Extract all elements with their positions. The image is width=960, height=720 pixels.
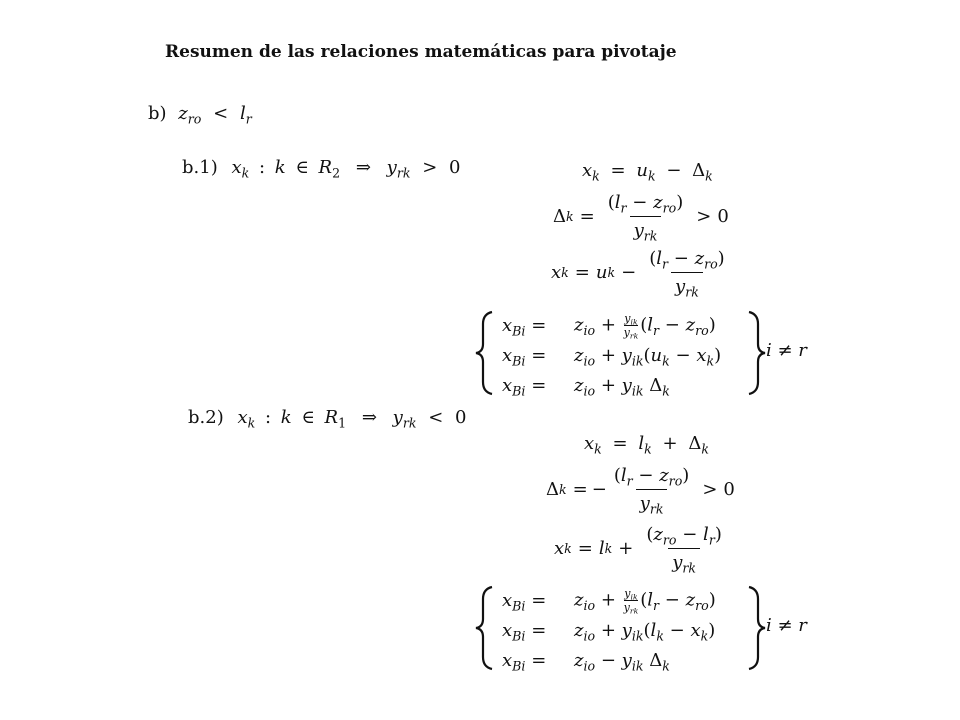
- b1-system-row: $x_{Bi}$ = $z_{io} + y_{ik}(u_k - x_k)$: [502, 344, 722, 368]
- case-b-l-sub: r: [245, 111, 252, 127]
- b1-eq1-rhs-a: u: [636, 160, 648, 181]
- b1-eq3-op: −: [621, 262, 637, 283]
- b2-eq1-lhs: x: [584, 433, 595, 454]
- case-b-heading: [148, 103, 252, 127]
- b1-sign: >: [422, 157, 438, 178]
- b2-left-brace: [474, 585, 496, 671]
- case-b-z: z: [178, 103, 188, 124]
- b1-eq1-lhs: x: [582, 160, 593, 181]
- b1-eq3-rhs-a: u: [595, 262, 608, 283]
- b1-eq2-val: 0: [717, 206, 729, 227]
- b1-system-row: $x_{Bi}$ = $z_{io}$ + $y_{ik}$ $y_{rk}$ $(l_r - z_{ro})$: [502, 311, 716, 341]
- b2-equation-2: Δ k = − $\frac{(l_r - z_{ro})}{y_{rk}}$ > 0: [546, 465, 735, 517]
- b2-eq2-prefix: −: [591, 479, 607, 500]
- b2-eq1-rhs-b: Δ: [688, 433, 702, 454]
- b2-eq3-fraction: $\frac{(z_{ro} - l_r)}{y_{rk}}$: [646, 524, 722, 576]
- b1-eq2-den: $y_{rk}$: [630, 216, 662, 241]
- b1-eq3-fraction: $\frac{(l_r - z_{ro})}{y_{rk}}$: [649, 248, 725, 300]
- b1-equation-1: $x_k = u_k - \Delta_k$: [582, 160, 713, 184]
- b2-eq2-val: 0: [723, 479, 735, 500]
- b1-left-brace: [474, 310, 496, 396]
- b2-eq1-rhs-b-sub: k: [701, 441, 709, 457]
- b1-zero: 0: [449, 157, 461, 178]
- case-b-l: l: [239, 103, 246, 124]
- b1-system-condition: i ≠ r: [766, 340, 807, 361]
- b1-eq1-rhs-b: Δ: [692, 160, 706, 181]
- b1-heading: b.1) $x_k$ : k ∈ $R_2$ ⇒ $y_{rk} > 0$: [182, 157, 461, 181]
- b2-eq1-rhs-a: l: [638, 433, 645, 454]
- b2-heading: b.2) $x_k$ : k ∈ $R_1$ ⇒ $y_{rk} < 0$: [188, 407, 467, 431]
- b2-sign: <: [428, 407, 444, 428]
- b1-right-brace: [745, 310, 767, 396]
- b2-eq3-rhs-a: l: [598, 538, 605, 559]
- b1-eq1-rhs-b-sub: k: [705, 168, 713, 184]
- b2-system-row: $x_{Bi}$ = $z_{io}$ + $y_{ik}$ $y_{rk}$ $(l_r - z_{ro})$: [502, 586, 716, 616]
- b2-eq3-lhs: x: [554, 538, 565, 559]
- b1-eq1-lhs-sub: k: [592, 168, 600, 184]
- b1-system: [502, 310, 721, 400]
- b2-eq2-rel: >: [702, 479, 718, 500]
- page-title: Resumen de las relaciones matemáticas para pivotaje: [165, 42, 677, 62]
- b1-eq2-rel: >: [696, 206, 712, 227]
- b1-eq2-num: $(l_r - z_{ro})$: [607, 192, 684, 216]
- b1-eq2-fraction: [604, 192, 687, 244]
- case-b-rel: <: [213, 103, 229, 124]
- b2-eq1-op: +: [662, 433, 678, 454]
- b2-system: [502, 585, 716, 675]
- b2-system-row: $x_{Bi}$ = $z_{io} - y_{ik}$ $\Delta_k$: [502, 649, 670, 673]
- b1-label: b.1): [182, 157, 218, 178]
- b1-eq3-lhs: x: [551, 262, 562, 283]
- b2-eq3-op: +: [618, 538, 634, 559]
- b1-set-sub: 2: [332, 165, 341, 181]
- b1-eq1-op: −: [666, 160, 682, 181]
- b2-eq2-fraction: $\frac{(l_r - z_{ro})}{y_{rk}}$: [613, 465, 690, 517]
- b1-eq2-lhs: Δ: [553, 206, 566, 227]
- b2-set-sub: 1: [338, 415, 347, 431]
- b2-zero: 0: [455, 407, 467, 428]
- b2-label: b.2): [188, 407, 224, 428]
- b2-right-brace: [745, 585, 767, 671]
- case-b-label: b): [148, 103, 167, 124]
- b2-eq1-rhs-a-sub: k: [644, 441, 652, 457]
- b1-set: R: [318, 157, 333, 178]
- b2-system-condition: i ≠ r: [766, 615, 807, 636]
- b2-eq2-lhs: Δ: [546, 479, 559, 500]
- b2-set: R: [324, 407, 339, 428]
- b2-eq1-lhs-sub: k: [594, 441, 602, 457]
- b1-system-row: $x_{Bi}$ = $z_{io} + y_{ik}$ $\Delta_k$: [502, 374, 670, 398]
- b1-equation-3: x k = u k − $\frac{(l_r - z_{ro})}{y_{rk}}$: [551, 248, 732, 297]
- b2-system-row: $x_{Bi}$ = $z_{io} + y_{ik}(l_k - x_k)$: [502, 619, 716, 643]
- case-b-z-sub: ro: [187, 111, 202, 127]
- b2-equation-1: $x_k = l_k + \Delta_k$: [584, 433, 709, 457]
- b1-equation-2: Δ k = $\frac{(l_r - z_{ro})}{y_{rk}}$ > 0: [553, 192, 729, 244]
- b2-equation-3: x k = l k + $\frac{(z_{ro} - l_r)}{y_{rk}}$: [554, 524, 729, 573]
- b1-eq1-rhs-a-sub: k: [647, 168, 656, 184]
